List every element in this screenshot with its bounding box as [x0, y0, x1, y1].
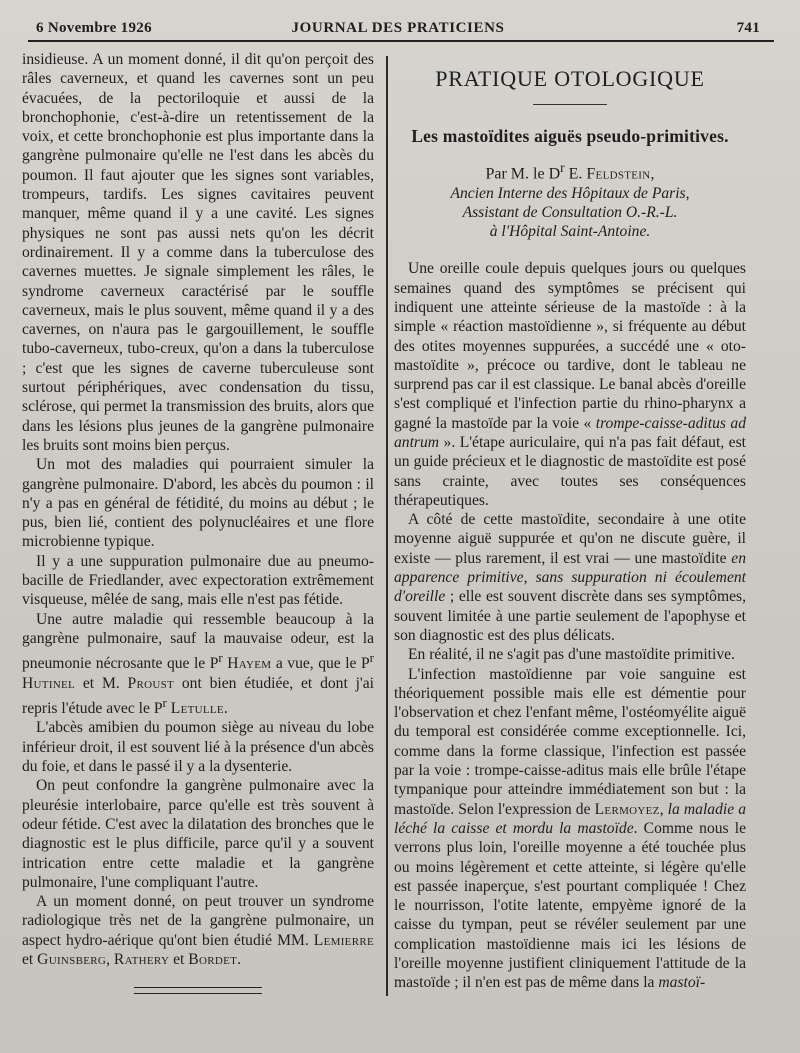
issue-date: 6 Novembre 1926: [36, 20, 152, 36]
right-column: [394, 58, 746, 993]
page-number: 741: [736, 20, 760, 36]
author-name: Rathery: [113, 951, 170, 969]
left-paragraph-7: A un moment donné, on peut trouver un syndrome radiologique très net de la gangrène pulmonaire, un aspect hydro-aérique qu'ont bien étudié MM. Lemierre et Guinsberg, Rathery et Bordet.: [22, 893, 374, 969]
author-name: Letulle: [170, 700, 224, 718]
header-rule: [28, 40, 774, 42]
title-rule: [533, 104, 607, 105]
author-name: Feldstein: [586, 165, 651, 183]
author-name: Lemierre: [313, 931, 374, 949]
right-paragraph-3: En réalité, il ne s'agit pas d'une mastoïdite primitive.: [408, 646, 735, 664]
column-divider: [386, 56, 388, 996]
affiliation-line-2: Assistant de Consultation O.-R.-L.: [462, 204, 678, 222]
article-title: Les mastoïdites aiguës pseudo-primitives.: [411, 126, 729, 146]
author-name: Hayem: [227, 655, 272, 673]
author-name: Proust: [127, 674, 175, 692]
author-name: Lermoyez: [594, 800, 660, 818]
left-paragraph-6: On peut confondre la gangrène pulmonaire avec la pleurésie interlobaire, parce qu'elle est très souvent à odeur fétide. C'est avec la dilatation des bronches que le diagnostic est le plus difficile, parce qu'il y a souvent intrication entre cette maladie et la gangrène pulmonaire, l'une compliquant l'autre.: [22, 777, 374, 891]
affiliation-line-3: à l'Hôpital Saint-Antoine.: [489, 223, 651, 241]
right-paragraph-1: Une oreille coule depuis quelques jours ou quelques semaines quand des symptômes se précisent qui indiquent une atteinte sérieuse de la mastoïde : à la simple « réaction mastoïdienne », si fréquente au début des otites moyennes suppurées, a succédé une « oto-mastoïdite », précoce ou tardive, dont le tableau ne surprend pas car il est classique. Le banal abcès d'oreille s'est compliqué et l'infection partie du rhino-pharynx a gagné la mastoïde par la voie « trompe-caisse-aditus ad antrum ». L'étape auriculaire, qui n'a pas fait défaut, est un guide précieux et le diagnostic de mastoïdite est posé sans crainte, avec toutes ses conséquences thérapeutiques.: [394, 260, 746, 509]
byline: Par M. le $D^r$ E. Feldstein,: [485, 160, 655, 183]
author-name: Guinsberg: [37, 951, 107, 969]
author-name: Hutinel: [22, 674, 76, 692]
left-column: [22, 50, 374, 994]
left-paragraph-4: Une autre maladie qui ressemble beaucoup à la gangrène pulmonaire, sauf la mauvaise odeur, est la pneumonie nécrosante que le $P^r$ Hayem a vue, que le $P^r$ Hutinel et M. Proust ont bien étudiée, et dont j'ai repris l'étude avec le $P^r$ Letulle.: [22, 610, 374, 718]
affiliation-line-1: Ancien Interne des Hôpitaux de Paris,: [450, 185, 690, 203]
left-paragraph-2: Un mot des maladies qui pourraient simuler la gangrène pulmonaire. D'abord, les abcès du poumon : il n'y a pas en général de fétidité, du moins au début ; le pus, bien lié, contient des polynucléaires et une flore microbienne typique.: [22, 456, 374, 551]
journal-name: JOURNAL DES PRATICIENS: [291, 20, 505, 36]
article-end-rule: [134, 987, 262, 994]
section-title: PRATIQUE OTOLOGIQUE: [435, 66, 705, 91]
author-name: Bordet: [188, 951, 238, 969]
left-paragraph-1: insidieuse. A un moment donné, il dit qu'on perçoit des râles caverneux, et quand les cavernes sont un peu évacuées, de la pectoriloquie et aussi de la bronchophonie, c'est-à-dire un retentissement de la voix, et cette bronchophonie est plus importante dans la gangrène pulmonaire qu'elle ne l'est dans les abcès du poumon. Il faut ajouter que les signes sont variables, trompeurs, tardifs. Les signes cavitaires peuvent manquer, même quand il y a une cavité. Les signes physiques ne sont pas aussi nets qu'on les décrit ordinairement. Il y a comme dans la tuberculose des cavernes muettes. Je signale simplement les râles, le syndrome caverneux caractérisé par le souffle caverneux, mais le plus souvent, même quand il y a des cavernes, on n'aura pas le gargouillement, le souffle tubo-caverneux, tubo-creux, qu'on a dans la tuberculose ; c'est que les signes de caverne tuberculeuse sont surtout périphériques, avec condensation du tissu, sclérose, qui permet la transmission des bruits, alors que dans les lésions plus jeunes de la gangrène pulmonaire les bruits sont moins bien perçus.: [22, 51, 374, 454]
left-paragraph-5: L'abcès amibien du poumon siège au niveau du lobe inférieur droit, il est souvent lié à la présence d'un abcès du foie, et dans le passé il y a la dysenterie.: [22, 719, 374, 776]
left-paragraph-3: Il y a une suppuration pulmonaire due au pneumo-bacille de Friedlander, avec expectoration extrêmement visqueuse, mêlée de sang, mais elle n'est pas fétide.: [22, 552, 374, 609]
right-paragraph-2: A côté de cette mastoïdite, secondaire à une otite moyenne aiguë suppurée et qu'on ne discute guère, il existe — plus rarement, il est vrai — une mastoïdite en apparence primitive, sans suppuration ni écoulement d'oreille ; elle est souvent discrète dans ses symptômes, souvent limitée à une partie seulement de l'apophyse et son diagnostic est des plus délicats.: [394, 511, 746, 644]
running-head: [36, 20, 760, 40]
right-paragraph-4: L'infection mastoïdienne par voie sanguine est théoriquement possible mais elle est démentie pour l'observation et chez l'enfant même, l'ostéomyélite aiguë du temporal est considérée comme exceptionnelle. Ici, comme dans la forme classique, l'infection est passée par la voie : trompe-caisse-aditus mais elle brûle l'étape tympanique pour atteindre immédiatement son but : la mastoïde. Selon l'expression de Lermoyez, la maladie a léché la caisse et mordu la mastoïde. Comme nous le verrons plus loin, l'oreille moyenne a été touchée plus ou moins légèrement et cette atteinte, si légère qu'elle est passée inaperçue, s'est pourtant compliquée ! Chez le nourrisson, l'otite latente, empyème ignoré de la caisse du tympan, peut se révéler seulement par une complication mastoïdienne mais ici les lésions de l'oreille moyenne justifient cliniquement l'attitude de la mastoïde ; il n'en est pas de même dans la mastoï-: [394, 665, 746, 992]
